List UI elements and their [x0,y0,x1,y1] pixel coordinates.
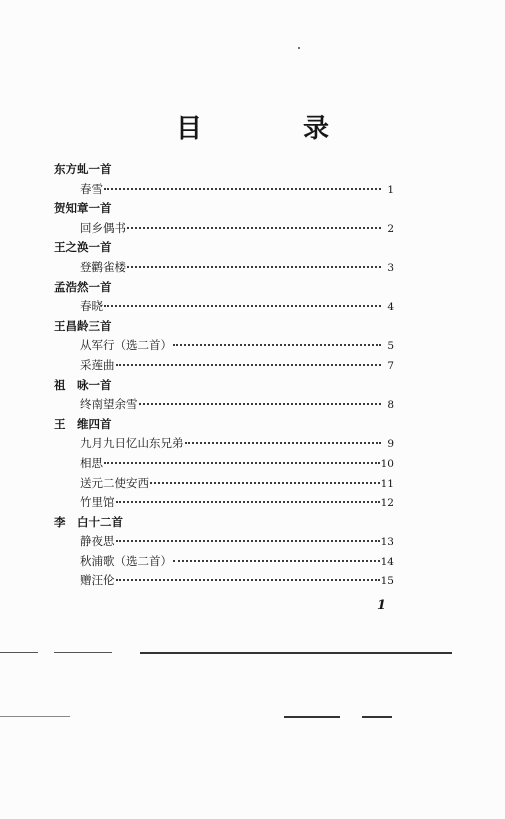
dot-leader [116,364,382,366]
dot-leader [185,442,382,444]
toc-entry [80,395,394,415]
page-ref: 3 [387,261,394,274]
page-number: 1 [377,598,387,613]
page-ref: 9 [387,438,394,451]
poem-title: 秋浦歌（选二首） [80,553,172,568]
dot-leader [116,540,380,542]
poem-title: 九月九日忆山东兄弟 [80,436,184,451]
poem-title: 回乡偶书 [80,220,126,235]
page-ref: 14 [380,555,394,568]
page-ref: 8 [387,399,394,412]
page-ref: 2 [387,222,394,235]
page-ref: 7 [387,359,394,372]
poem-title: 春晓 [80,299,103,314]
toc-entry [80,356,394,376]
scan-rule [0,652,38,653]
author-heading: 王之涣一首 [54,240,112,255]
poem-title: 从军行（选二首） [80,338,172,353]
toc-entry [80,434,394,454]
poem-title: 静夜思 [80,534,115,549]
dot-leader [173,560,380,562]
dot-leader [104,462,380,464]
poem-title: 登鹳雀楼 [80,259,126,274]
page-ref: 10 [380,457,394,470]
dot-leader [116,579,380,581]
toc-entry [80,297,394,317]
poem-title: 相思 [80,455,103,470]
author-heading: 贺知章一首 [54,201,112,216]
page-ref: 4 [387,301,394,314]
toc-entry [80,552,394,572]
author-heading: 李 白十二首 [54,514,123,529]
dot-leader [116,501,380,503]
toc-entry [80,336,394,356]
dot-leader [104,305,381,307]
scan-rule [284,716,340,718]
poem-title: 竹里馆 [80,495,115,510]
page-ref: 13 [380,536,394,549]
page-ref: 11 [380,477,394,490]
dot-leader [127,266,381,268]
dot-leader [104,188,381,190]
toc-entry [80,454,394,474]
author-heading: 祖 咏一首 [54,377,112,392]
toc-entry [80,258,394,278]
ink-speck [298,47,300,49]
toc-entry [80,571,394,591]
poem-title: 赠汪伦 [80,573,115,588]
poem-title: 送元二使安西 [80,475,149,490]
toc-entry [80,493,394,513]
scan-rule [362,716,392,718]
dot-leader [173,344,381,346]
page-ref: 5 [387,340,394,353]
page-ref: 12 [380,497,394,510]
poem-title: 采莲曲 [80,357,115,372]
toc-entry [80,532,394,552]
poem-title: 春雪 [80,181,103,196]
scan-rule [54,652,112,653]
scan-rule [140,652,452,654]
page-title: 目 录 [175,114,376,144]
table-of-contents [54,160,394,591]
author-heading: 王 维四首 [54,416,112,431]
poem-title: 终南望余雪 [80,397,138,412]
toc-entry [80,474,394,494]
author-heading: 孟浩然一首 [54,279,112,294]
dot-leader [150,482,380,484]
dot-leader [139,403,382,405]
author-heading: 王昌龄三首 [54,318,112,333]
toc-entry [80,219,394,239]
page-ref: 1 [387,183,394,196]
dot-leader [127,227,381,229]
author-heading: 东方虬一首 [54,162,112,176]
toc-entry [80,180,394,200]
page-ref: 15 [380,575,394,588]
scan-rule [0,716,70,717]
